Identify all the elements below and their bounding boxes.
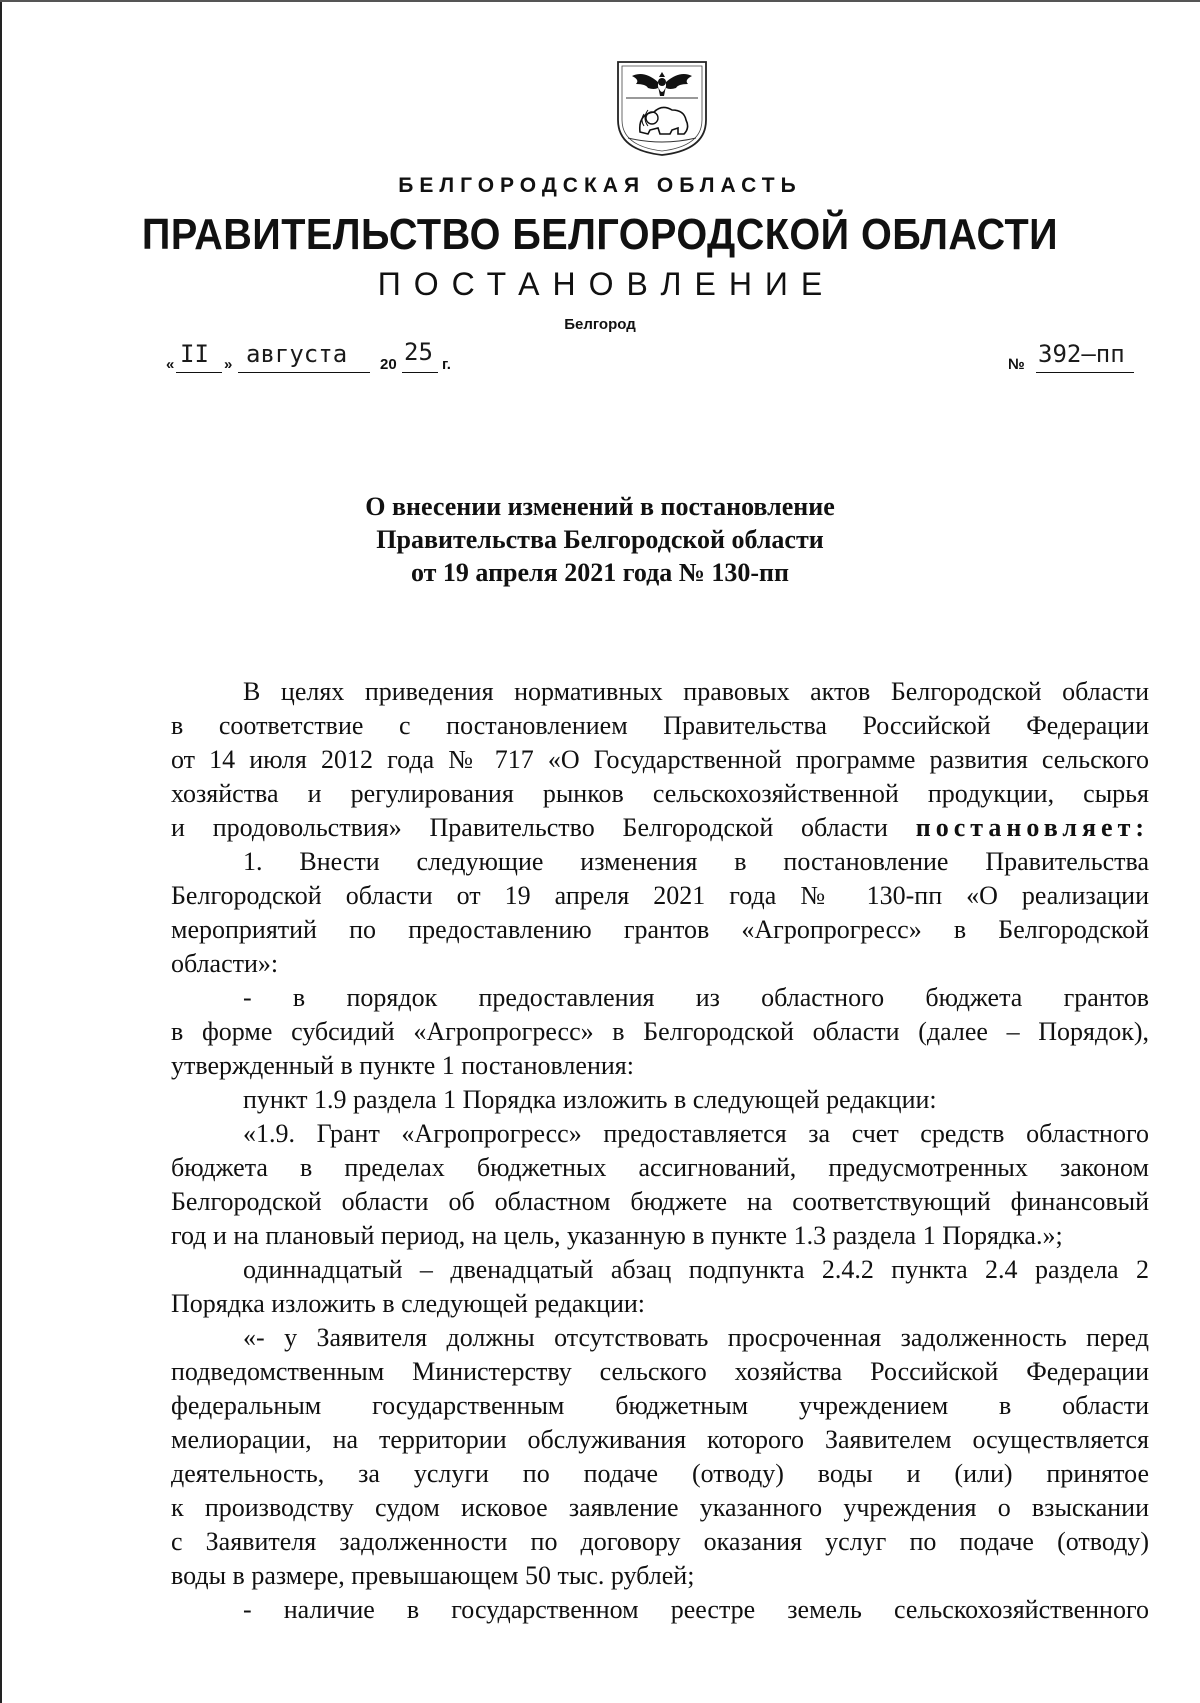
body-line: хозяйства и регулирования рынков сельскохозяйственной продукции, сырья	[171, 779, 1149, 808]
body-line: бюджета в пределах бюджетных ассигнований, предусмотренных законом	[171, 1153, 1149, 1182]
body-line: области»:	[171, 949, 279, 978]
body-line: 1. Внести следующие изменения в постановление Правительства	[243, 847, 1149, 876]
title-line: от 19 апреля 2021 года № 130-пп	[410, 558, 790, 587]
number-underline	[1036, 372, 1134, 373]
body-line: деятельность, за услуги по подаче (отводу) воды и (или) принятое	[171, 1459, 1149, 1488]
government-heading: ПРАВИТЕЛЬСТВО БЕЛГОРОДСКОЙ ОБЛАСТИ	[141, 210, 1059, 259]
resolves-word: постановляет:	[915, 813, 1150, 842]
city-label: Белгород	[564, 316, 636, 333]
body-line: Белгородской области об областном бюджете на соответствующий финансовый	[171, 1187, 1149, 1216]
body-line: пункт 1.9 раздела 1 Порядка изложить в следующей редакции:	[243, 1085, 937, 1114]
body-line: мелиорации, на территории обслуживания которого Заявителем осуществляется	[171, 1425, 1149, 1454]
body-line: Белгородской области от 19 апреля 2021 года № 130-пп «О реализации	[171, 881, 1149, 910]
date-day: II	[180, 340, 209, 368]
body-line: Порядка изложить в следующей редакции:	[171, 1289, 646, 1318]
date-month: августа	[246, 340, 348, 368]
date-year-prefix: 20	[380, 356, 397, 373]
date-year-underline	[402, 372, 438, 373]
body-line: одиннадцатый – двенадцатый абзац подпункта 2.4.2 пункта 2.4 раздела 2	[243, 1255, 1149, 1284]
number-prefix: №	[1008, 356, 1025, 373]
body-line	[171, 811, 1149, 845]
body-line: к производству судом исковое заявление указанного учреждения о взыскании	[171, 1493, 1149, 1522]
body-line: «1.9. Грант «Агропрогресс» предоставляется за счет средств областного	[243, 1119, 1149, 1148]
body-line: «- у Заявителя должны отсутствовать просроченная задолженность перед	[243, 1323, 1149, 1352]
date-year-suffix: 25	[404, 338, 433, 366]
body-line: воды в размере, превышающем 50 тыс. рублей;	[171, 1561, 695, 1590]
body-line: подведомственным Министерству сельского хозяйства Российской Федерации	[171, 1357, 1149, 1386]
region-heading: БЕЛГОРОДСКАЯ ОБЛАСТЬ	[398, 174, 802, 197]
body-line: В целях приведения нормативных правовых актов Белгородской области	[243, 677, 1149, 706]
date-month-underline	[238, 372, 370, 373]
body-line: утвержденный в пункте 1 постановления:	[171, 1051, 634, 1080]
body-line: мероприятий по предоставлению грантов «Агропрогресс» в Белгородской	[171, 915, 1149, 944]
title-line: О внесении изменений в постановление	[365, 492, 835, 521]
title-line: Правительства Белгородской области	[376, 525, 824, 554]
body-line: - в порядок предоставления из областного бюджета грантов	[243, 983, 1149, 1012]
body-line: - наличие в государственном реестре земель сельскохозяйственного	[243, 1595, 1149, 1624]
body-line: год и на плановый период, на цель, указанную в пункте 1.3 раздела 1 Порядка.»;	[171, 1221, 1063, 1250]
body-line-text: и продовольствия» Правительство Белгородской области	[171, 813, 888, 842]
date-close-quote: »	[224, 356, 233, 373]
body-line: в соответствие с постановлением Правительства Российской Федерации	[171, 711, 1149, 740]
date-year-mark: г.	[442, 356, 451, 373]
body-line: от 14 июля 2012 года № 717 «О Государственной программе развития сельского	[171, 745, 1149, 774]
date-day-underline	[176, 372, 222, 373]
body-line: с Заявителя задолженности по договору оказания услуг по подаче (отводу)	[171, 1527, 1149, 1556]
document-type-heading: ПОСТАНОВЛЕНИЕ	[377, 266, 836, 302]
scan-edge-left	[0, 0, 2, 1703]
body-line: в форме субсидий «Агропрогресс» в Белгородской области (далее – Порядок),	[171, 1017, 1149, 1046]
scan-edge-top	[0, 0, 1200, 2]
decree-body	[171, 675, 1149, 1627]
decree-title	[0, 490, 1200, 589]
coat-of-arms-icon	[614, 58, 710, 158]
body-line: федеральным государственным бюджетным учреждением в области	[171, 1391, 1149, 1420]
number-value: 392–пп	[1038, 340, 1125, 368]
date-open-quote: «	[166, 356, 175, 373]
